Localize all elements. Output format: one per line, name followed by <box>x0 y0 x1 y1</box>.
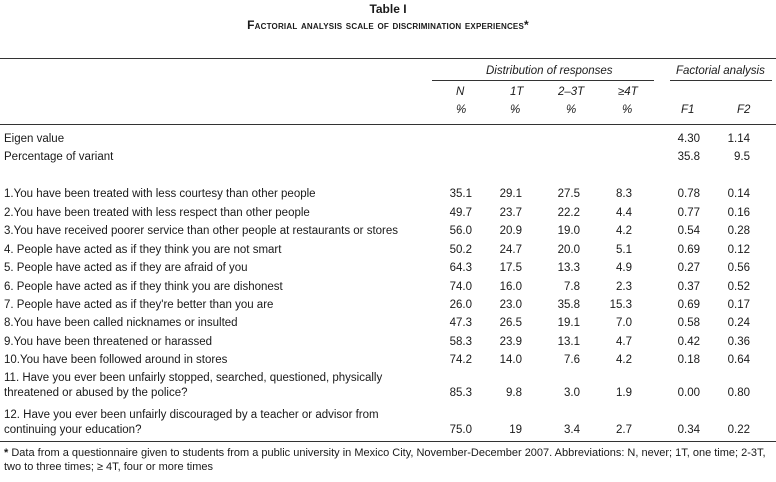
cell-t23: 35.8 <box>557 299 580 311</box>
row-label: 6. People have acted as if they think you are dishonest <box>4 281 283 293</box>
row-label: 5. People have acted as if they are afraid of you <box>4 262 248 274</box>
col-header-1t: 1T <box>510 86 524 98</box>
variance-f2: 9.5 <box>734 151 750 163</box>
cell-t23: 7.8 <box>564 281 580 293</box>
cell-t4: 8.3 <box>616 188 632 200</box>
cell-n: 75.0 <box>449 424 472 436</box>
cell-n: 64.3 <box>449 262 472 274</box>
col-header-f2: F2 <box>737 104 751 116</box>
cell-n: 47.3 <box>449 317 472 329</box>
cell-f1: 0.77 <box>677 207 700 219</box>
cell-t1: 14.0 <box>499 354 522 366</box>
cell-f1: 0.69 <box>677 244 700 256</box>
cell-t4: 5.1 <box>616 244 632 256</box>
variance-label: Percentage of variant <box>4 151 114 163</box>
cell-f1: 0.78 <box>677 188 700 200</box>
table-bottom-rule <box>0 441 776 442</box>
cell-n: 74.2 <box>449 354 472 366</box>
row-label: 4. People have acted as if they think you are not smart <box>4 244 282 256</box>
cell-t4: 4.4 <box>616 207 632 219</box>
cell-f1: 0.34 <box>677 424 700 436</box>
cell-t23: 19.0 <box>557 225 580 237</box>
row-label: 8.You have been called nicknames or insulted <box>4 317 238 329</box>
cell-t1: 23.9 <box>499 336 522 348</box>
row-label: 11. Have you ever been unfairly stopped, searched, questioned, physically threatened or abused by the police? <box>4 372 383 399</box>
cell-t1: 17.5 <box>499 262 522 274</box>
cell-t1: 23.0 <box>499 299 522 311</box>
unit-n: % <box>456 104 467 116</box>
cell-f2: 0.12 <box>727 244 750 256</box>
eigen-f2: 1.14 <box>727 133 750 145</box>
table-title: Factorial analysis scale of discrimination experiences* <box>247 18 529 32</box>
cell-t4: 7.0 <box>616 317 632 329</box>
cell-f1: 0.42 <box>677 336 700 348</box>
cell-n: 85.3 <box>449 387 472 399</box>
factorial-header: Factorial analysis <box>676 65 765 77</box>
footnote-mark: * <box>4 447 9 459</box>
cell-f2: 0.28 <box>727 225 750 237</box>
cell-t4: 15.3 <box>609 299 632 311</box>
row-label: 1.You have been treated with less courtesy than other people <box>4 188 316 200</box>
cell-t23: 3.4 <box>564 424 580 436</box>
cell-t1: 24.7 <box>499 244 522 256</box>
unit-2-3t: % <box>566 104 577 116</box>
row-label: 9.You have been threatened or harassed <box>4 336 213 348</box>
top-rule <box>0 58 776 59</box>
cell-f1: 0.18 <box>677 354 700 366</box>
row-label: 12. Have you ever been unfairly discouraged by a teacher or advisor from continuing your education? <box>4 409 379 436</box>
cell-f1: 0.27 <box>677 262 700 274</box>
cell-t4: 4.2 <box>616 225 632 237</box>
header-bottom-rule <box>0 124 776 125</box>
row-label: 3.You have received poorer service than other people at restaurants or stores <box>4 225 399 237</box>
row-label: 7. People have acted as if they're better than you are <box>4 299 274 311</box>
cell-n: 56.0 <box>449 225 472 237</box>
cell-f2: 0.80 <box>727 387 750 399</box>
cell-f2: 0.64 <box>727 354 750 366</box>
unit-1t: % <box>510 104 521 116</box>
cell-t23: 27.5 <box>557 188 580 200</box>
col-header-2-3t: 2–3T <box>558 86 585 98</box>
cell-t1: 29.1 <box>499 188 522 200</box>
cell-f1: 0.58 <box>677 317 700 329</box>
cell-f1: 0.69 <box>677 299 700 311</box>
eigen-label: Eigen value <box>4 133 65 145</box>
cell-t4: 4.9 <box>616 262 632 274</box>
cell-f2: 0.24 <box>727 317 750 329</box>
variance-f1: 35.8 <box>677 151 700 163</box>
cell-t1: 19 <box>509 424 522 436</box>
row-label: 10.You have been followed around in stores <box>4 354 228 366</box>
eigen-f1: 4.30 <box>677 133 700 145</box>
cell-t23: 19.1 <box>557 317 580 329</box>
col-header-4t: ≥4T <box>618 86 638 98</box>
cell-n: 58.3 <box>449 336 472 348</box>
cell-t4: 2.7 <box>616 424 632 436</box>
cell-f2: 0.52 <box>727 281 750 293</box>
cell-t23: 3.0 <box>564 387 580 399</box>
cell-f1: 0.37 <box>677 281 700 293</box>
cell-t23: 13.3 <box>557 262 580 274</box>
cell-t1: 26.5 <box>499 317 522 329</box>
cell-n: 26.0 <box>449 299 472 311</box>
cell-f2: 0.17 <box>727 299 750 311</box>
col-header-n: N <box>456 86 465 98</box>
footnote <box>4 446 772 474</box>
cell-t23: 7.6 <box>564 354 580 366</box>
table-label: Table I <box>369 2 407 16</box>
cell-t1: 20.9 <box>499 225 522 237</box>
cell-f2: 0.22 <box>727 424 750 436</box>
cell-t4: 4.2 <box>616 354 632 366</box>
cell-t1: 23.7 <box>499 207 522 219</box>
cell-f1: 0.00 <box>677 387 700 399</box>
distribution-header: Distribution of responses <box>486 65 613 77</box>
row-label: 2.You have been treated with less respect than other people <box>4 207 310 219</box>
cell-t4: 2.3 <box>616 281 632 293</box>
cell-f1: 0.54 <box>677 225 700 237</box>
cell-f2: 0.36 <box>727 336 750 348</box>
cell-t1: 9.8 <box>506 387 522 399</box>
table-title-block <box>0 2 776 34</box>
factorial-underline <box>670 80 772 81</box>
cell-t23: 22.2 <box>557 207 580 219</box>
cell-t4: 4.7 <box>616 336 632 348</box>
col-header-f1: F1 <box>681 104 695 116</box>
cell-t1: 16.0 <box>499 281 522 293</box>
cell-n: 35.1 <box>449 188 472 200</box>
distribution-underline <box>432 80 654 81</box>
cell-n: 49.7 <box>449 207 472 219</box>
cell-t4: 1.9 <box>616 387 632 399</box>
cell-n: 50.2 <box>449 244 472 256</box>
unit-4t: % <box>622 104 633 116</box>
footnote-text: Data from a questionnaire given to students from a public university in Mexico City, November-December 2007. Abbreviations: N, never; 1T, one time; 2-3T, two to three times; ≥ 4T, four or more times <box>4 447 766 473</box>
cell-t23: 20.0 <box>557 244 580 256</box>
cell-f2: 0.14 <box>727 188 750 200</box>
cell-t23: 13.1 <box>557 336 580 348</box>
cell-n: 74.0 <box>449 281 472 293</box>
cell-f2: 0.56 <box>727 262 750 274</box>
cell-f2: 0.16 <box>727 207 750 219</box>
